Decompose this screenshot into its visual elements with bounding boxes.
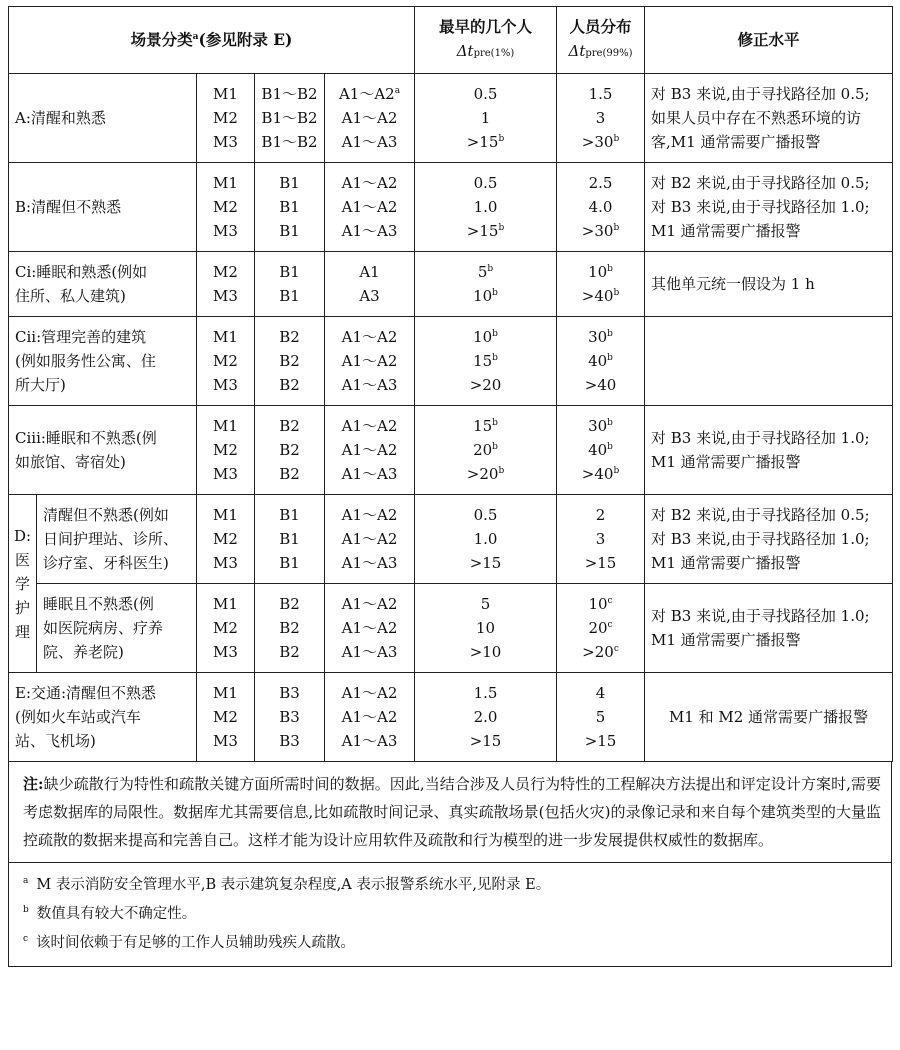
header-revise: 修正水平 <box>645 7 893 74</box>
a-level: A1～A2 A1～A2 A1～A3 <box>325 495 415 584</box>
distribution-value: 4 5 >15 <box>557 673 645 762</box>
b-level: B2 B2 B2 <box>255 406 325 495</box>
header-row <box>9 7 893 74</box>
category-label: 睡眠且不熟悉(例 如医院病房、疗养 院、养老院) <box>37 584 197 673</box>
revise-text: 对 B2 来说,由于寻找路径加 0.5; 对 B3 来说,由于寻找路径加 1.0; M1 通常需要广播报警 <box>645 495 893 584</box>
b-level: B1～B2 B1～B2 B1～B2 <box>255 74 325 163</box>
table-row-d2 <box>9 584 893 673</box>
footnote-item: $^b$ 数值具有较大不确定性。 <box>23 905 197 922</box>
category-label: Ciii:睡眠和不熟悉(例 如旅馆、寄宿处) <box>9 406 197 495</box>
earliest-value: 0.5 1 $>15^b$ <box>415 74 557 163</box>
distribution-value: 1.5 3 $>30^b$ <box>557 74 645 163</box>
b-level: B1 B1 B1 <box>255 495 325 584</box>
m-level: M1 M2 M3 <box>197 495 255 584</box>
m-level: M1 M2 M3 <box>197 584 255 673</box>
table-row-d1 <box>9 495 893 584</box>
b-level: B2 B2 B2 <box>255 584 325 673</box>
a-level: A1 A3 <box>325 252 415 317</box>
table-row-e <box>9 673 893 762</box>
category-d-label: D: 医 学 护 理 <box>9 495 37 673</box>
distribution-value: 2.5 4.0 $>30^b$ <box>557 163 645 252</box>
distribution-value: $10^b$ $>40^b$ <box>557 252 645 317</box>
note-lead: 注: <box>23 775 44 793</box>
b-level: B1 B1 <box>255 252 325 317</box>
b-level: B1 B1 B1 <box>255 163 325 252</box>
header-scene: 场景分类$^a$(参见附录 E) <box>9 7 415 74</box>
m-level: M1 M2 M3 <box>197 317 255 406</box>
table-row-a <box>9 74 893 163</box>
table-row-ci <box>9 252 893 317</box>
earliest-value: 0.5 1.0 >15 <box>415 495 557 584</box>
earliest-value: 1.5 2.0 >15 <box>415 673 557 762</box>
footnote-item: $^a$ M 表示消防安全管理水平,B 表示建筑复杂程度,A 表示报警系统水平,见附录 E。 <box>23 876 551 893</box>
b-level: B2 B2 B2 <box>255 317 325 406</box>
m-level: M1 M2 M3 <box>197 673 255 762</box>
category-label: A:清醒和熟悉 <box>9 74 197 163</box>
scenario-table <box>8 6 893 762</box>
table-row-b <box>9 163 893 252</box>
a-level: A1～A2$^a$ A1～A2 A1～A3 <box>325 74 415 163</box>
distribution-value: 2 3 >15 <box>557 495 645 584</box>
distribution-value: 10$^c$ $20^c$ $>20^c$ <box>557 584 645 673</box>
distribution-value: 30$^b$ $40^b$ >40 <box>557 317 645 406</box>
m-level: M2 M3 <box>197 252 255 317</box>
category-label: Cii:管理完善的建筑 (例如服务性公寓、住 所大厅) <box>9 317 197 406</box>
category-label: 清醒但不熟悉(例如 日间护理站、诊所、 诊疗室、牙科医生) <box>37 495 197 584</box>
earliest-value: 15$^b$ $20^b$ $>20^b$ <box>415 406 557 495</box>
a-level: A1～A2 A1～A2 A1～A3 <box>325 317 415 406</box>
revise-text: 对 B3 来说,由于寻找路径加 1.0; M1 通常需要广播报警 <box>645 584 893 673</box>
table-note <box>8 762 892 863</box>
document-table <box>8 6 892 967</box>
note-text: 缺少疏散行为特性和疏散关键方面所需时间的数据。因此,当结合涉及人员行为特性的工程解决方法提出和评定设计方案时,需要考虑数据库的局限性。数据库尤其需要信息,比如疏散时间记录、真实疏散场景(包括火灾)的录像记录和来自每个建筑类型的大量监控疏散的数据来提高和完善自己。这样才能为设计应用软件及疏散和行为模型的进一步发展提供权威性的数据库。 <box>23 775 881 849</box>
revise-text: M1 和 M2 通常需要广播报警 <box>645 673 893 762</box>
a-level: A1～A2 A1～A2 A1～A3 <box>325 584 415 673</box>
revise-text: 其他单元统一假设为 1 h <box>645 252 893 317</box>
header-distribution: 人员分布 Δtpre(99%) <box>557 7 645 74</box>
category-label: Ci:睡眠和熟悉(例如 住所、私人建筑) <box>9 252 197 317</box>
a-level: A1～A2 A1～A2 A1～A3 <box>325 673 415 762</box>
earliest-value: 5$^b$ 10$^b$ <box>415 252 557 317</box>
category-label: E:交通:清醒但不熟悉 (例如火车站或汽车 站、飞机场) <box>9 673 197 762</box>
revise-text: 对 B3 来说,由于寻找路径加 0.5; 如果人员中存在不熟悉环境的访 客,M1 通常需要广播报警 <box>645 74 893 163</box>
m-level: M1 M2 M3 <box>197 406 255 495</box>
revise-text: 对 B3 来说,由于寻找路径加 1.0; M1 通常需要广播报警 <box>645 406 893 495</box>
m-level: M1 M2 M3 <box>197 163 255 252</box>
b-level: B3 B3 B3 <box>255 673 325 762</box>
m-level: M1 M2 M3 <box>197 74 255 163</box>
a-level: A1～A2 A1～A2 A1～A3 <box>325 163 415 252</box>
revise-text: 对 B2 来说,由于寻找路径加 0.5; 对 B3 来说,由于寻找路径加 1.0; M1 通常需要广播报警 <box>645 163 893 252</box>
earliest-value: 5 10 >10 <box>415 584 557 673</box>
earliest-value: 10$^b$ $15^b$ >20 <box>415 317 557 406</box>
category-label: B:清醒但不熟悉 <box>9 163 197 252</box>
table-row-ciii <box>9 406 893 495</box>
footnote-item: $^c$ 该时间依赖于有足够的工作人员辅助残疾人疏散。 <box>23 934 356 951</box>
distribution-value: 30$^b$ $40^b$ $>40^b$ <box>557 406 645 495</box>
table-row-cii <box>9 317 893 406</box>
header-earliest: 最早的几个人 Δtpre(1%) <box>415 7 557 74</box>
footnotes <box>8 863 892 967</box>
a-level: A1～A2 A1～A2 A1～A3 <box>325 406 415 495</box>
revise-text <box>645 317 893 406</box>
earliest-value: 0.5 1.0 $>15^b$ <box>415 163 557 252</box>
